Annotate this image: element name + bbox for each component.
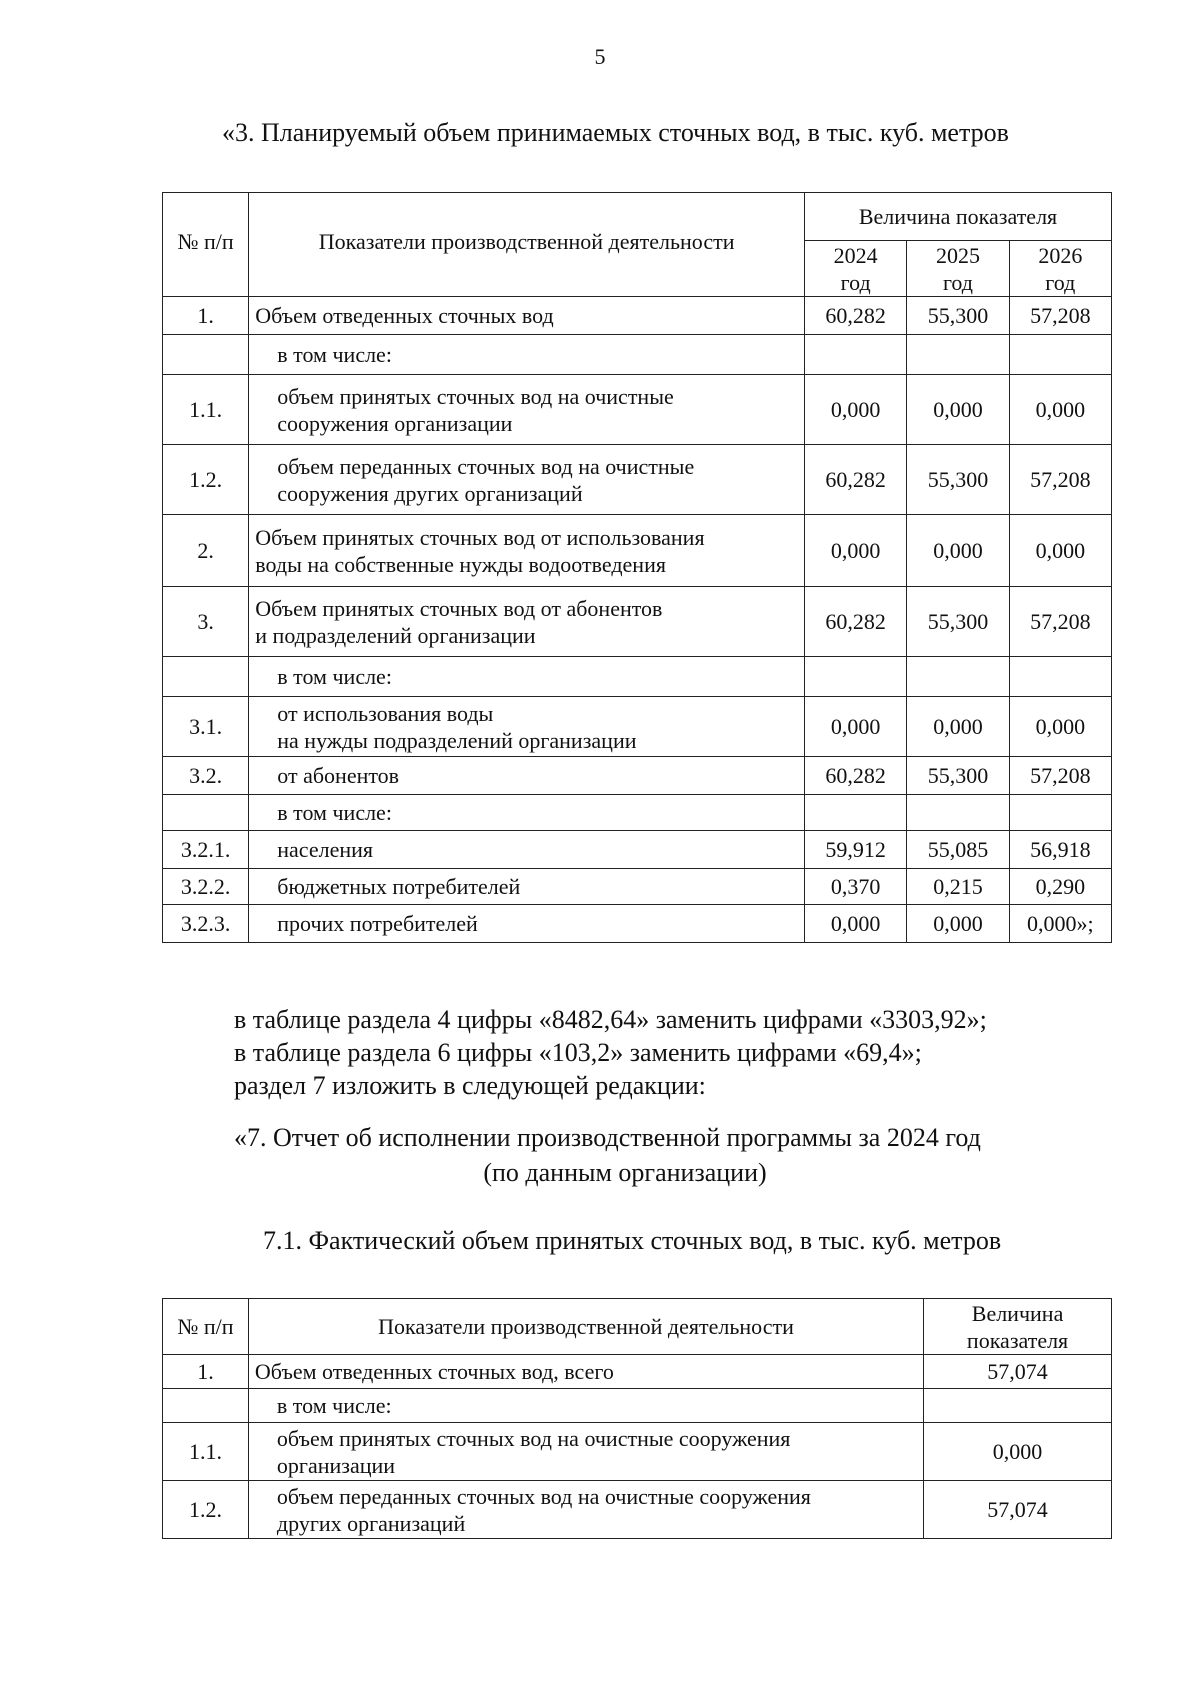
row-label: объем принятых сточных вод на очистные сооружения организации (248, 1423, 923, 1481)
header-value: Величина показателя (924, 1299, 1112, 1355)
row-value (907, 795, 1009, 831)
row-num: 3.2.1. (163, 831, 249, 869)
row-label: в том числе: (249, 795, 805, 831)
row-label: объем переданных сточных вод на очистные сооружения других организаций (249, 445, 805, 515)
row-num (163, 657, 249, 697)
row-value: 0,000 (907, 697, 1009, 757)
row-num: 3.1. (163, 697, 249, 757)
row-value: 0,000 (1009, 515, 1111, 587)
header-year-2024: 2024 год (805, 241, 907, 297)
row-value: 57,074 (924, 1481, 1112, 1539)
row-value: 0,000 (805, 697, 907, 757)
row-num (163, 795, 249, 831)
row-value: 0,000 (1009, 697, 1111, 757)
row-value: 56,918 (1009, 831, 1111, 869)
row-value: 55,085 (907, 831, 1009, 869)
row-label: в том числе: (249, 335, 805, 375)
row-value: 0,000 (1009, 375, 1111, 445)
header-year-2025: 2025 год (907, 241, 1009, 297)
row-label: Объем принятых сточных вод от абонентов и подразделений организации (249, 587, 805, 657)
row-value: 59,912 (805, 831, 907, 869)
page-number: 5 (594, 44, 606, 69)
row-label: от абонентов (249, 757, 805, 795)
row-value: 0,290 (1009, 869, 1111, 905)
table-row (163, 795, 1112, 831)
section-3-title: «3. Планируемый объем принимаемых сточных вод, в тыс. куб. метров (222, 118, 1009, 147)
row-label: Объем принятых сточных вод от использования воды на собственные нужды водоотведения (249, 515, 805, 587)
row-label: объем переданных сточных вод на очистные сооружения других организаций (248, 1481, 923, 1539)
row-value: 57,074 (924, 1355, 1112, 1389)
row-value: 0,000 (805, 905, 907, 943)
table-row (163, 1389, 1112, 1423)
table-row (163, 1423, 1112, 1481)
row-num: 1.2. (163, 1481, 249, 1539)
row-value (1009, 657, 1111, 697)
row-value: 60,282 (805, 297, 907, 335)
row-value: 0,000 (907, 375, 1009, 445)
row-value: 0,000 (805, 375, 907, 445)
row-num: 3. (163, 587, 249, 657)
row-label: населения (249, 831, 805, 869)
table-row (163, 445, 1112, 515)
section-7-1-title: 7.1. Фактический объем принятых сточных вод, в тыс. куб. метров (263, 1226, 1002, 1255)
row-num: 3.2.2. (163, 869, 249, 905)
table-row (163, 335, 1112, 375)
table-row (163, 697, 1112, 757)
table-row (163, 1481, 1112, 1539)
row-num: 2. (163, 515, 249, 587)
row-num (163, 1389, 249, 1423)
row-value: 60,282 (805, 757, 907, 795)
row-value: 0,000 (924, 1423, 1112, 1481)
table-row (163, 375, 1112, 445)
row-value: 0,000 (805, 515, 907, 587)
table-row (163, 657, 1112, 697)
header-num: № п/п (163, 193, 249, 297)
row-value: 0,000»; (1009, 905, 1111, 943)
header-indicator: Показатели производственной деятельности (248, 1299, 923, 1355)
row-num: 1.2. (163, 445, 249, 515)
row-label: в том числе: (249, 657, 805, 697)
row-value (907, 335, 1009, 375)
row-label: Объем отведенных сточных вод (249, 297, 805, 335)
row-value: 57,208 (1009, 445, 1111, 515)
table-row (163, 869, 1112, 905)
row-label: в том числе: (248, 1389, 923, 1423)
paragraph-2: в таблице раздела 6 цифры «103,2» заменить цифрами «69,4»; (234, 1038, 922, 1067)
row-label: объем принятых сточных вод на очистные сооружения организации (249, 375, 805, 445)
row-value: 55,300 (907, 445, 1009, 515)
row-value: 0,000 (907, 905, 1009, 943)
section-7-title-note: (по данным организации) (483, 1158, 767, 1187)
row-num: 1. (163, 1355, 249, 1389)
header-num: № п/п (163, 1299, 249, 1355)
table-row (163, 1355, 1112, 1389)
row-value: 57,208 (1009, 297, 1111, 335)
table-row (163, 515, 1112, 587)
table-row (163, 831, 1112, 869)
paragraph-3: раздел 7 изложить в следующей редакции: (234, 1071, 706, 1100)
row-num: 1.1. (163, 375, 249, 445)
row-label: бюджетных потребителей (249, 869, 805, 905)
header-value-group: Величина показателя (805, 193, 1112, 241)
row-num: 3.2.3. (163, 905, 249, 943)
row-value: 57,208 (1009, 757, 1111, 795)
header-indicator: Показатели производственной деятельности (249, 193, 805, 297)
row-value: 57,208 (1009, 587, 1111, 657)
row-value (805, 335, 907, 375)
table-row (163, 297, 1112, 335)
row-value: 55,300 (907, 587, 1009, 657)
row-value: 0,000 (907, 515, 1009, 587)
row-value (924, 1389, 1112, 1423)
row-label: от использования воды на нужды подразделений организации (249, 697, 805, 757)
actual-volume-table (162, 1298, 1112, 1539)
header-year-2026: 2026 год (1009, 241, 1111, 297)
row-label: Объем отведенных сточных вод, всего (248, 1355, 923, 1389)
row-value: 55,300 (907, 297, 1009, 335)
row-num (163, 335, 249, 375)
row-value (805, 657, 907, 697)
row-label: прочих потребителей (249, 905, 805, 943)
table-row (163, 905, 1112, 943)
section-7-title: «7. Отчет об исполнении производственной программы за 2024 год (234, 1123, 981, 1152)
planned-volume-table (162, 192, 1112, 943)
row-value: 60,282 (805, 587, 907, 657)
table-row (163, 587, 1112, 657)
row-value (805, 795, 907, 831)
row-value (907, 657, 1009, 697)
row-value: 60,282 (805, 445, 907, 515)
paragraph-1: в таблице раздела 4 цифры «8482,64» заменить цифрами «3303,92»; (234, 1005, 987, 1034)
table-row (163, 757, 1112, 795)
row-value: 0,215 (907, 869, 1009, 905)
row-value (1009, 335, 1111, 375)
row-value (1009, 795, 1111, 831)
row-value: 55,300 (907, 757, 1009, 795)
row-num: 3.2. (163, 757, 249, 795)
row-value: 0,370 (805, 869, 907, 905)
row-num: 1. (163, 297, 249, 335)
row-num: 1.1. (163, 1423, 249, 1481)
